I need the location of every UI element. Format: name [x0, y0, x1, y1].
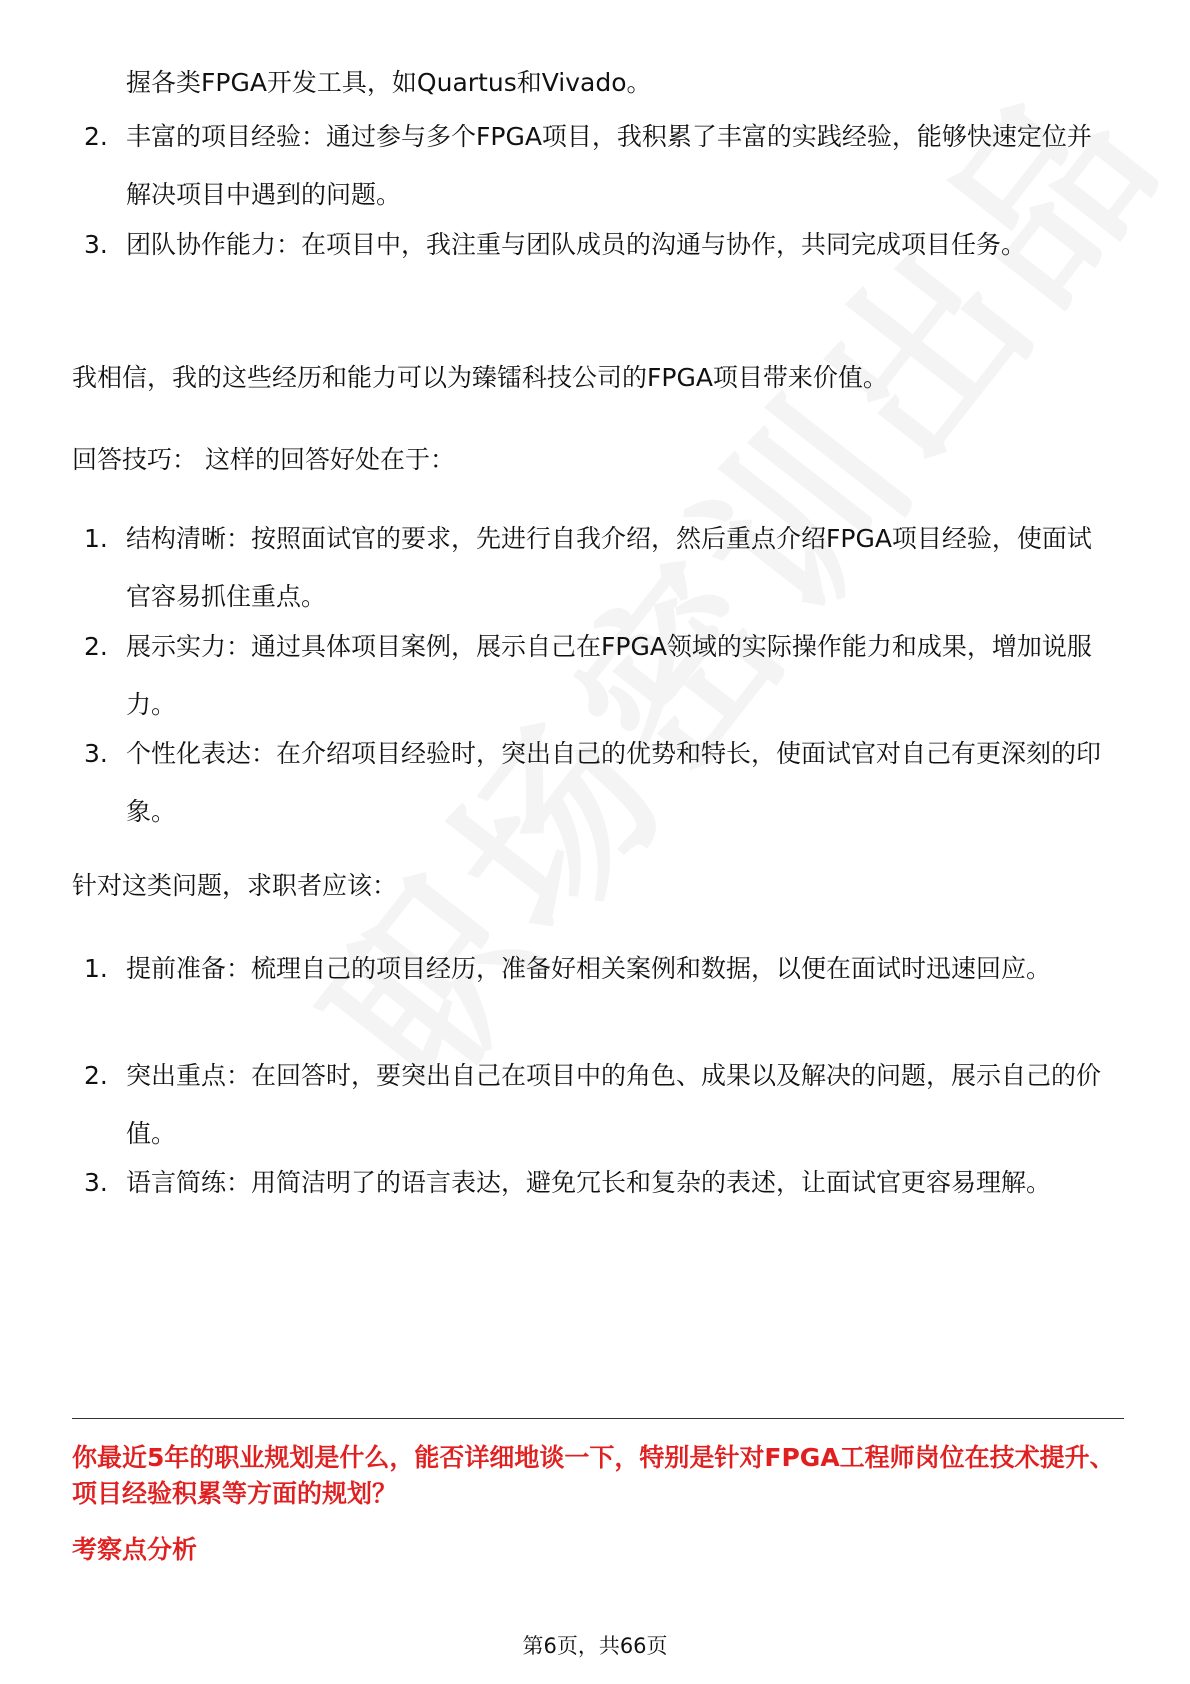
list-item-number: 3. — [84, 230, 108, 259]
list-item-text: 结构清晰：按照面试官的要求，先进行自我介绍，然后重点介绍FPGA项目经验，使面试官容易抓住重点。 — [126, 524, 1092, 611]
list-item-text: 突出重点：在回答时，要突出自己在项目中的角色、成果以及解决的问题，展示自己的价值。 — [126, 1061, 1102, 1148]
list-item-text: 提前准备：梳理自己的项目经历，准备好相关案例和数据，以便在面试时迅速回应。 — [126, 954, 1052, 983]
list-item-number: 3. — [84, 1168, 108, 1197]
question-heading: 你最近5年的职业规划是什么，能否详细地谈一下，特别是针对FPGA工程师岗位在技术提升、项目经验积累等方面的规划？ — [72, 1443, 1115, 1508]
list-item-text: 团队协作能力：在项目中，我注重与团队成员的沟通与协作，共同完成项目任务。 — [126, 230, 1027, 259]
list-item-text: 展示实力：通过具体项目案例，展示自己在FPGA领域的实际操作能力和成果，增加说服力。 — [126, 632, 1092, 719]
list-item — [72, 216, 1112, 274]
list-item-text: 个性化表达：在介绍项目经验时，突出自己的优势和特长，使面试官对自己有更深刻的印象。 — [126, 739, 1102, 826]
list-item-continuation — [72, 54, 1112, 112]
advice-heading: 针对这类问题，求职者应该： — [72, 871, 398, 900]
tips-heading: 回答技巧： 这样的回答好处在于： — [72, 445, 455, 474]
list-item — [72, 108, 1112, 224]
list-item-number: 3. — [84, 739, 108, 768]
list-item-number: 2. — [84, 1061, 108, 1090]
list-item-number: 2. — [84, 632, 108, 661]
list-item-number: 1. — [84, 954, 108, 983]
analysis-heading: 考察点分析 — [72, 1535, 198, 1564]
section-divider — [72, 1418, 1124, 1419]
list-item — [72, 1154, 1112, 1212]
list-item — [72, 618, 1112, 734]
page-number: 第6页，共66页 — [522, 1634, 668, 1658]
list-item — [72, 940, 1112, 998]
list-item-text: 握各类FPGA开发工具，如Quartus和Vivado。 — [126, 68, 652, 97]
list-item — [72, 725, 1112, 841]
list-item — [72, 510, 1112, 626]
closing-paragraph: 我相信，我的这些经历和能力可以为臻镭科技公司的FPGA项目带来价值。 — [72, 363, 888, 392]
list-item — [72, 1047, 1112, 1163]
list-item-number: 1. — [84, 524, 108, 553]
list-item-text: 丰富的项目经验：通过参与多个FPGA项目，我积累了丰富的实践经验，能够快速定位并解决项目中遇到的问题。 — [126, 122, 1092, 209]
list-item-text: 语言简练：用简洁明了的语言表达，避免冗长和复杂的表述，让面试官更容易理解。 — [126, 1168, 1052, 1197]
list-item-number: 2. — [84, 122, 108, 151]
